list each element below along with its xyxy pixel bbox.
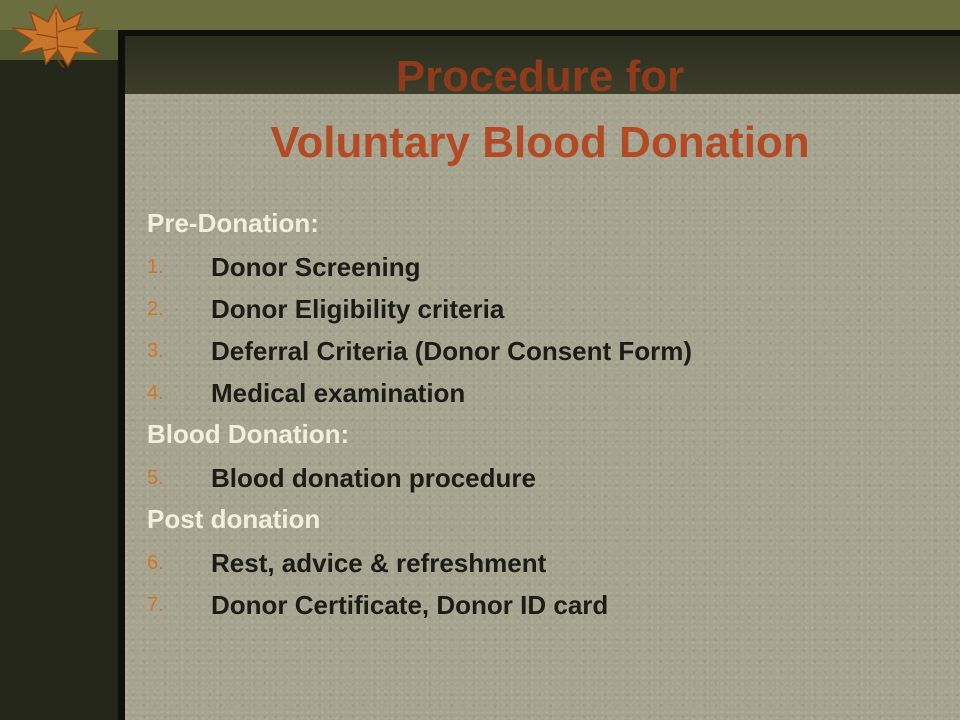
title-line-1: Procedure for [395,52,685,101]
list-text: Donor Certificate, Donor ID card [211,590,609,620]
list-item [147,457,927,499]
list-text: Donor Eligibility criteria [211,294,505,324]
left-sidebar-band [0,60,118,720]
list-item [147,246,927,288]
list-number: 5. [147,467,164,489]
list-item [147,542,927,584]
title-line-2: Voluntary Blood Donation [270,118,810,167]
list-number: 7. [147,594,164,616]
list-item [147,330,927,372]
list-text: Donor Screening [211,252,421,282]
list-number: 3. [147,340,164,362]
list-text: Medical examination [211,378,466,408]
section-heading-post-donation: Post donation [147,504,321,534]
list-text: Rest, advice & refreshment [211,548,547,578]
section-heading-blood-donation: Blood Donation: [147,419,350,449]
list-number: 1. [147,256,164,278]
list-item [147,584,927,626]
left-divider [118,30,125,720]
procedure-list [147,203,927,626]
list-number: 2. [147,298,164,320]
list-number: 4. [147,382,164,404]
list-item [147,288,927,330]
autumn-leaf-icon [6,2,106,68]
list-text: Deferral Criteria (Donor Consent Form) [211,336,693,366]
top-divider [118,30,960,36]
list-text: Blood donation procedure [211,463,536,493]
section-heading-pre-donation: Pre-Donation: [147,208,319,238]
list-number: 6. [147,552,164,574]
top-band [0,0,960,30]
list-item [147,372,927,414]
